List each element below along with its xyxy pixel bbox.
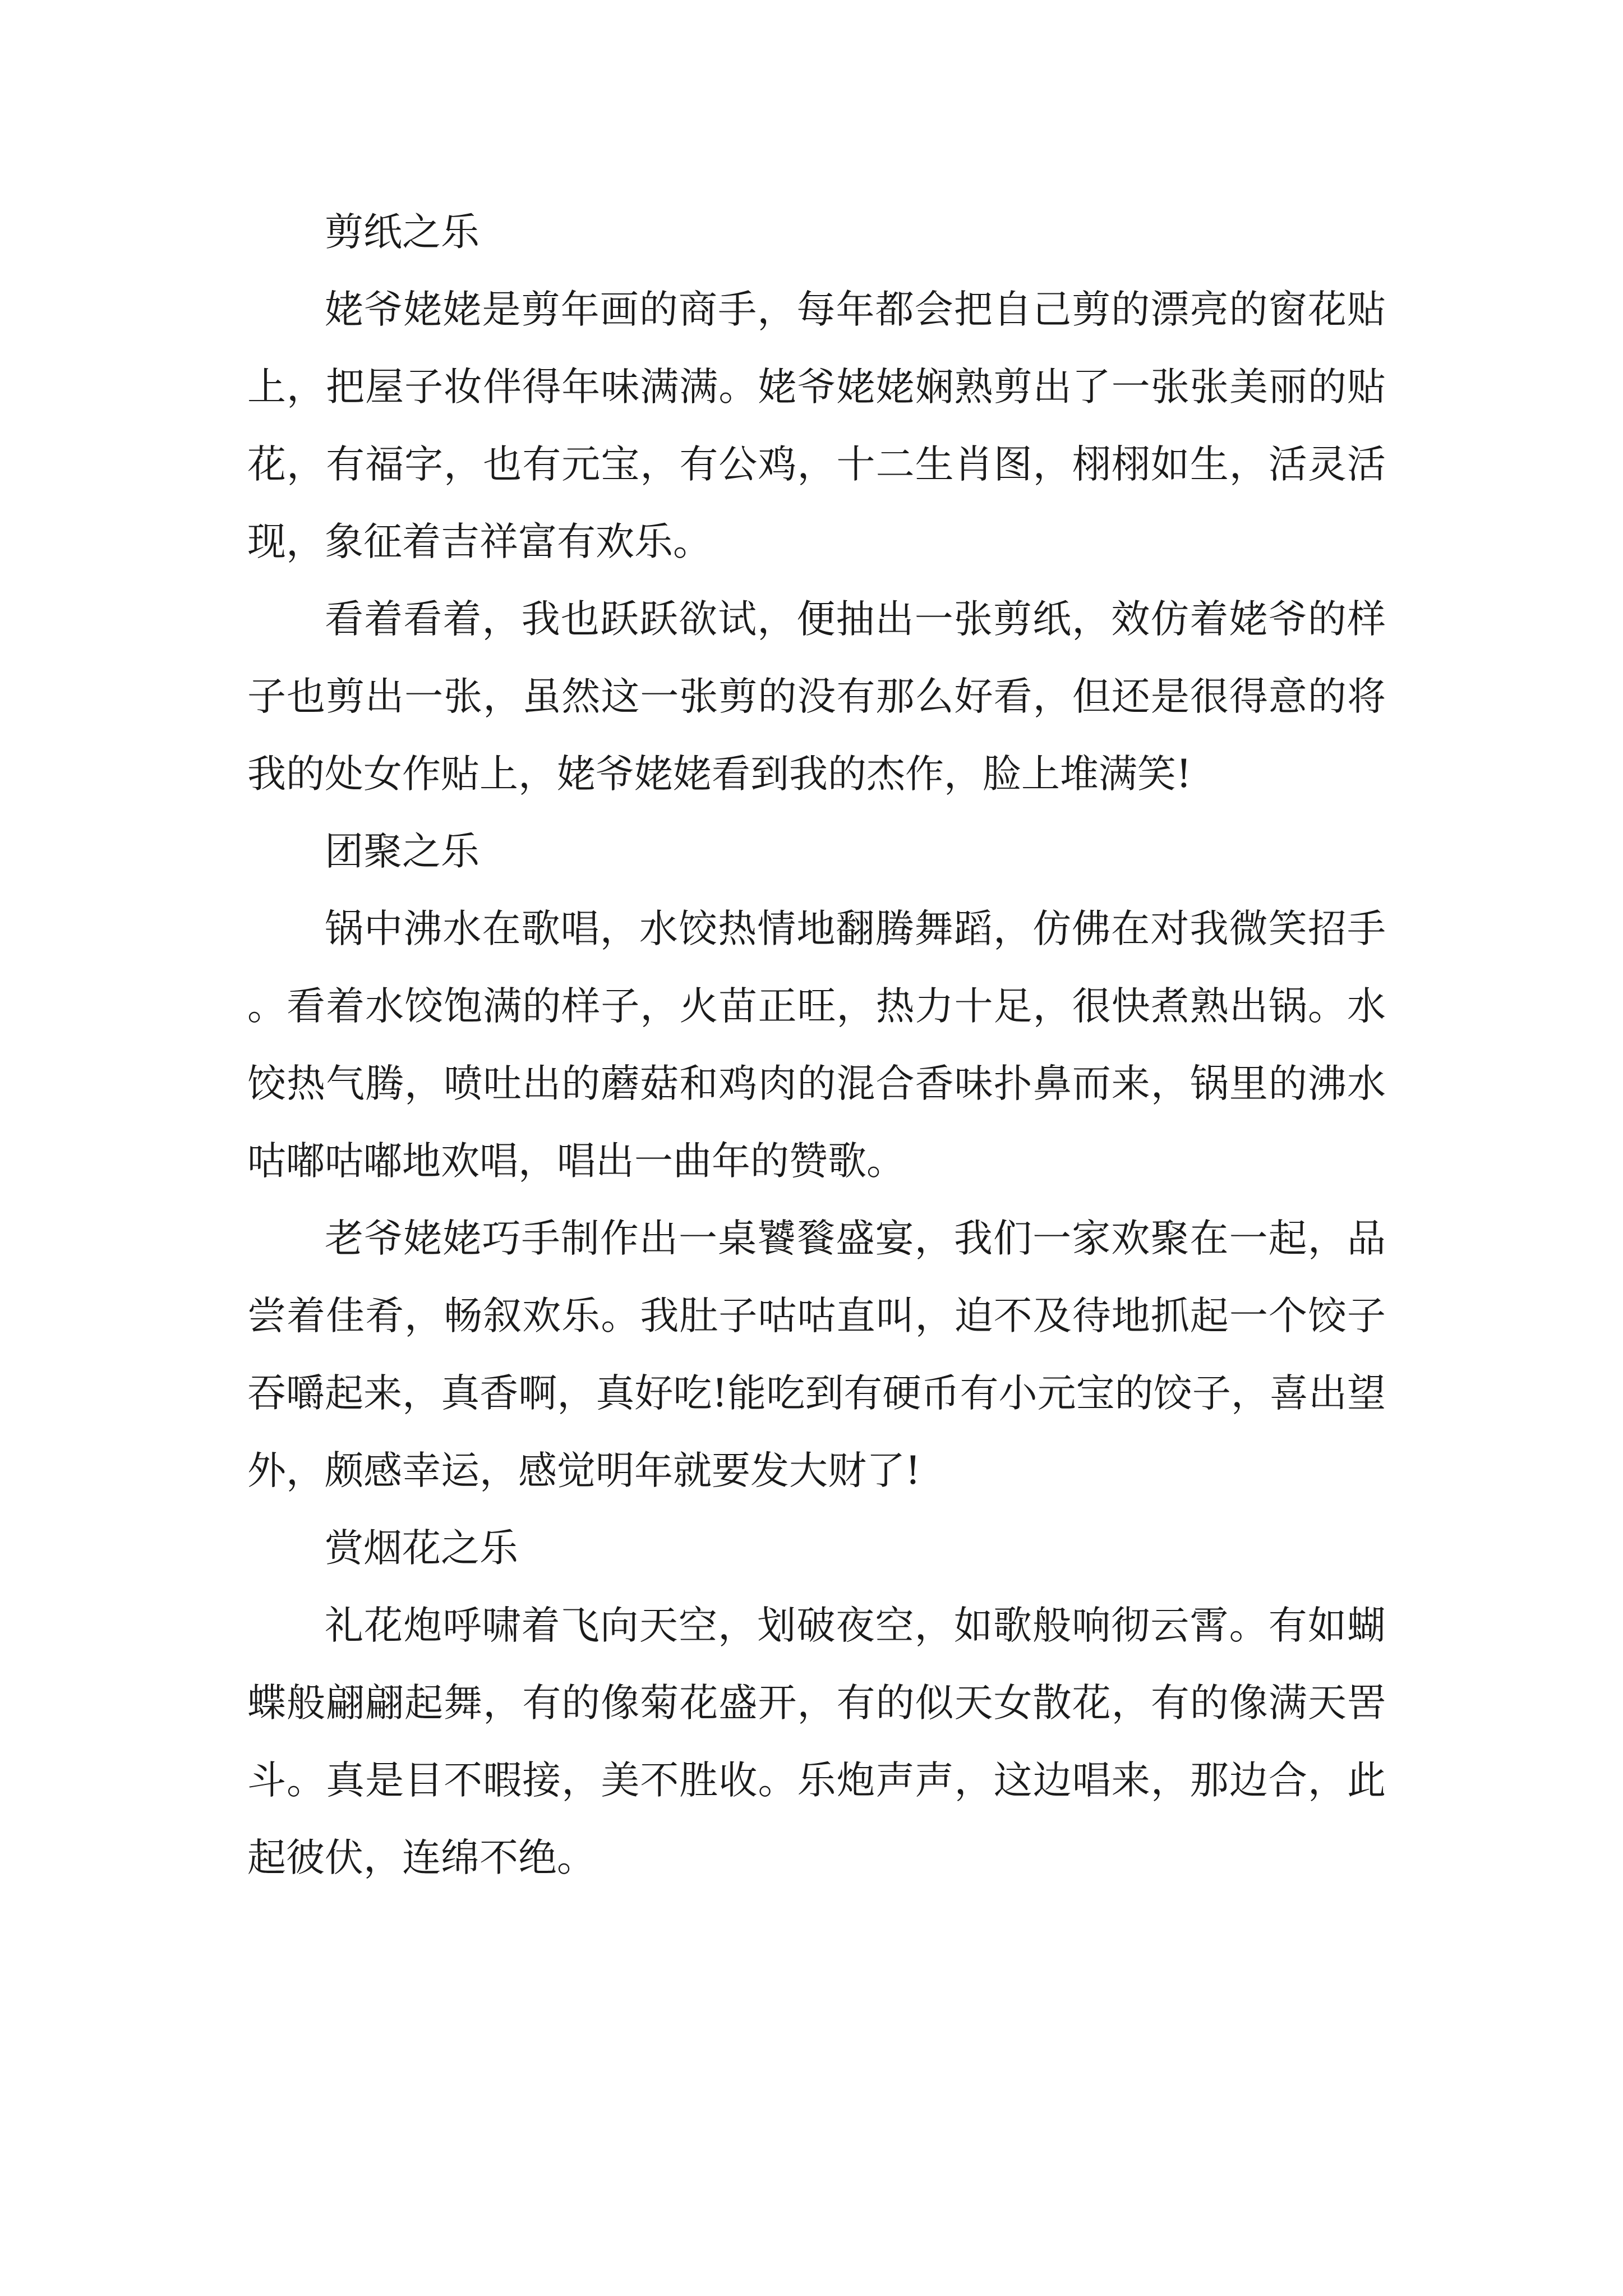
paragraph: 锅中沸水在歌唱，水饺热情地翻腾舞蹈，仿佛在对我微笑招手。看着水饺饱满的样子，火苗正旺，热力十足，很快煮熟出锅。水饺热气腾，喷吐出的蘑菇和鸡肉的混合香味扑鼻而来，锅里的沸水咕嘟咕嘟地欢唱，唱出一曲年的赞歌。 [247,907,1386,1184]
paragraph: 老爷姥姥巧手制作出一桌饕餮盛宴，我们一家欢聚在一起，品尝着佳肴，畅叙欢乐。我肚子咕咕直叫，迫不及待地抓起一个饺子吞嚼起来，真香啊，真好吃!能吃到有硬币有小元宝的饺子，喜出望外，颇感幸运，感觉明年就要发大财了! [247,1216,1386,1493]
paragraph: 看着看着，我也跃跃欲试，便抽出一张剪纸，效仿着姥爷的样子也剪出一张，虽然这一张剪的没有那么好看，但还是很得意的将我的处女作贴上，姥爷姥姥看到我的杰作，脸上堆满笑! [247,597,1386,797]
paragraph: 礼花炮呼啸着飞向天空，划破夜空，如歌般响彻云霄。有如蝴蝶般翩翩起舞，有的像菊花盛开，有的似天女散花，有的像满天罟斗。真是目不暇接，美不胜收。乐炮声声，这边唱来，那边合，此起彼伏，连绵不绝。 [247,1603,1386,1880]
paragraph: 姥爷姥姥是剪年画的商手，每年都会把自己剪的漂亮的窗花贴上，把屋子妆伴得年味满满。姥爷姥姥娴熟剪出了一张张美丽的贴花，有福字，也有元宝，有公鸡，十二生肖图，栩栩如生，活灵活现，象征着吉祥富有欢乐。 [247,287,1386,564]
section-heading-fireworks: 赏烟花之乐 [325,1526,518,1571]
section-heading-reunion: 团聚之乐 [325,829,479,874]
section-heading-paper-cutting: 剪纸之乐 [325,210,479,255]
document-body [247,194,1386,1897]
